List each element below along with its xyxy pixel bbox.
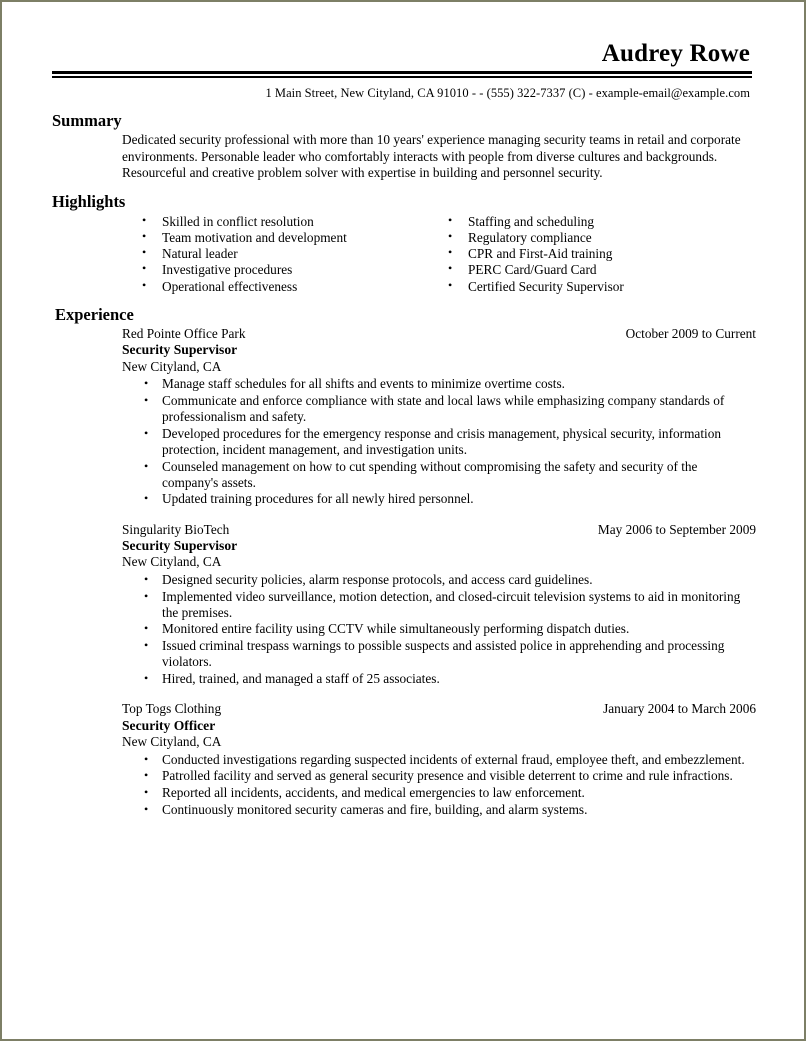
highlights-section bbox=[52, 192, 752, 295]
experience-heading: Experience bbox=[55, 304, 134, 324]
job-bullet: • Communicate and enforce compliance with state and local laws while emphasizing company standards of professionalism and safety. bbox=[122, 393, 756, 425]
highlight-item: • Certified Security Supervisor bbox=[446, 279, 752, 295]
highlight-item: • Natural leader bbox=[140, 246, 446, 262]
experience-entry-header bbox=[122, 701, 756, 717]
highlight-item: • Skilled in conflict resolution bbox=[140, 214, 446, 230]
summary-body bbox=[122, 132, 752, 182]
job-dates: January 2004 to March 2006 bbox=[603, 701, 756, 717]
experience-entry bbox=[122, 325, 756, 508]
job-bullet: • Designed security policies, alarm response protocols, and access card guidelines. bbox=[122, 572, 756, 588]
contact-line: 1 Main Street, New Cityland, CA 91010 - - (555) 322-7337 (C) - example-email@example.com bbox=[265, 86, 750, 100]
summary-paragraph: Dedicated security professional with more than 10 years' experience managing security teams in retail and corporate environments. Personable leader who comfortably interacts with people from diverse cultures and backgrounds. Resourceful and creative problem solver with expertise in building and personnel security. bbox=[122, 132, 741, 181]
job-bullet: • Conducted investigations regarding suspected incidents of external fraud, employee theft, and embezzlement. bbox=[122, 752, 756, 768]
resume-content bbox=[2, 2, 804, 1039]
highlights-columns bbox=[140, 214, 752, 295]
job-location: New Cityland, CA bbox=[122, 554, 222, 570]
highlights-list-left bbox=[140, 214, 446, 295]
job-dates: October 2009 to Current bbox=[625, 325, 756, 341]
job-company: Red Pointe Office Park bbox=[122, 325, 246, 341]
job-title: Security Officer bbox=[122, 717, 216, 733]
experience-entry-header bbox=[122, 522, 756, 538]
highlights-list-right bbox=[446, 214, 752, 295]
job-bullet: • Issued criminal trespass warnings to possible suspects and assisted police in apprehending and processing violators. bbox=[122, 638, 756, 670]
candidate-name: Audrey Rowe bbox=[601, 40, 750, 67]
experience-section bbox=[52, 304, 756, 818]
job-company: Top Togs Clothing bbox=[122, 701, 222, 717]
highlight-item: • PERC Card/Guard Card bbox=[446, 262, 752, 278]
resume-header bbox=[52, 40, 752, 101]
highlight-item: • Regulatory compliance bbox=[446, 230, 752, 246]
job-bullet: • Implemented video surveillance, motion detection, and closed-circuit television systems to aid in monitoring the premises. bbox=[122, 589, 756, 621]
job-bullet: • Updated training procedures for all newly hired personnel. bbox=[122, 491, 756, 507]
job-title: Security Supervisor bbox=[122, 538, 238, 554]
job-bullet: • Hired, trained, and managed a staff of 25 associates. bbox=[122, 671, 756, 687]
header-divider bbox=[52, 71, 752, 78]
job-bullet: • Manage staff schedules for all shifts and events to minimize overtime costs. bbox=[122, 376, 756, 392]
experience-entry-header bbox=[122, 326, 756, 342]
summary-heading: Summary bbox=[52, 111, 122, 130]
job-bullet: • Counseled management on how to cut spending without compromising the safety and security of the company's assets. bbox=[122, 459, 756, 491]
highlight-item: • Team motivation and development bbox=[140, 230, 446, 246]
highlights-heading: Highlights bbox=[52, 191, 126, 211]
job-bullet: • Developed procedures for the emergency response and crisis management, physical security, information protection, incident management, and investigation units. bbox=[122, 426, 756, 458]
job-bullet: • Monitored entire facility using CCTV while simultaneously performing dispatch duties. bbox=[122, 621, 756, 637]
experience-entry bbox=[122, 701, 756, 818]
highlight-item: • CPR and First-Aid training bbox=[446, 246, 752, 262]
job-bullet-list bbox=[122, 752, 752, 818]
summary-section bbox=[52, 111, 752, 182]
job-title: Security Supervisor bbox=[122, 342, 238, 358]
job-bullet: • Continuously monitored security cameras and fire, building, and alarm systems. bbox=[122, 802, 756, 818]
job-dates: May 2006 to September 2009 bbox=[597, 521, 756, 537]
job-company: Singularity BioTech bbox=[122, 521, 230, 537]
divider-thin-line bbox=[52, 76, 752, 78]
highlights-column-left bbox=[140, 214, 446, 295]
highlights-column-right bbox=[446, 214, 752, 295]
highlight-item: • Staffing and scheduling bbox=[446, 214, 752, 230]
job-location: New Cityland, CA bbox=[122, 358, 222, 374]
experience-entry bbox=[122, 521, 756, 688]
job-bullet: • Reported all incidents, accidents, and medical emergencies to law enforcement. bbox=[122, 785, 756, 801]
experience-jobs bbox=[52, 325, 756, 818]
job-bullet: • Patrolled facility and served as general security presence and visible deterrent to crime and rule infractions. bbox=[122, 768, 756, 784]
highlight-item: • Investigative procedures bbox=[140, 262, 446, 278]
job-bullet-list bbox=[122, 376, 752, 508]
job-location: New Cityland, CA bbox=[122, 734, 222, 750]
job-bullet-list bbox=[122, 572, 752, 687]
highlight-item: • Operational effectiveness bbox=[140, 279, 446, 295]
